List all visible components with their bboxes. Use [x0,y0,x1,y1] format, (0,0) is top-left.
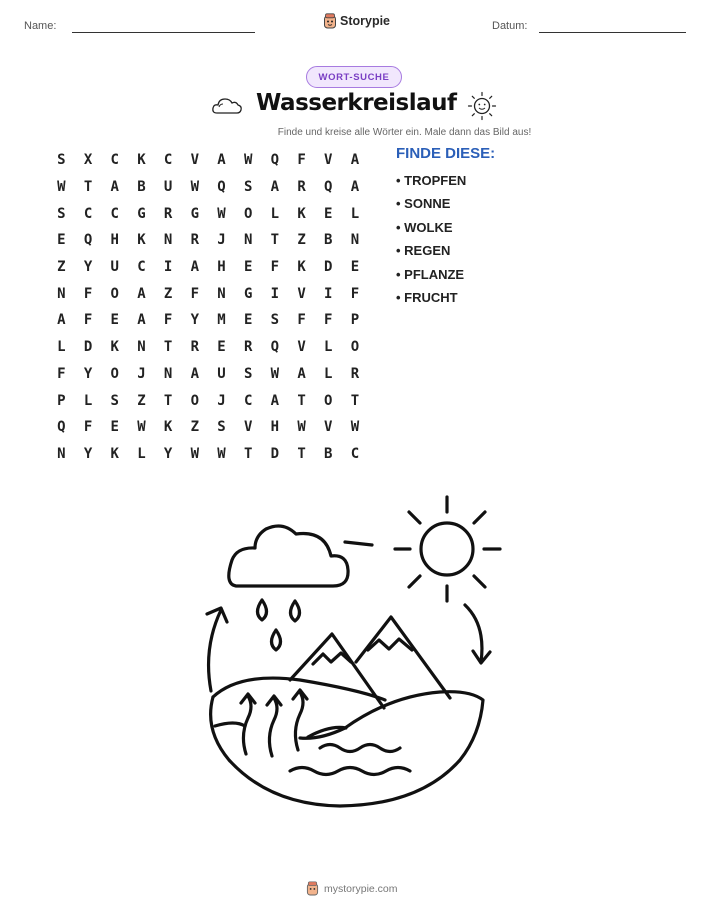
grid-cell[interactable]: I [163,259,173,276]
grid-cell[interactable]: L [324,365,333,382]
word-list-item: • FRUCHT [396,289,458,305]
grid-row [48,200,368,227]
grid-cell[interactable]: T [297,392,306,409]
grid-cell[interactable]: A [350,152,360,169]
grid-cell[interactable]: I [270,285,280,302]
word-list-heading: FINDE DIESE: [396,145,496,162]
grid-cell[interactable]: P [57,392,66,409]
grid-cell[interactable]: Q [324,179,333,196]
grid-cell[interactable]: F [163,312,173,329]
grid-cell[interactable]: B [324,232,333,249]
brand-logo [323,13,390,29]
grid-cell[interactable]: K [110,445,119,462]
grid-cell[interactable]: F [324,312,333,329]
grid-cell[interactable]: X [83,152,93,169]
grid-cell[interactable]: E [324,205,333,222]
grid-cell[interactable]: Y [163,445,173,462]
grid-cell[interactable]: O [110,285,119,302]
grid-cell[interactable]: F [83,312,93,329]
grid-cell[interactable]: L [270,205,280,222]
grid-cell[interactable]: S [57,205,66,222]
grid-cell[interactable]: R [163,205,173,222]
grid-row [48,280,368,307]
grid-cell[interactable]: C [110,152,119,169]
grid-cell[interactable]: C [83,205,93,222]
grid-cell[interactable]: S [57,152,66,169]
grid-cell[interactable]: S [110,392,119,409]
grid-cell[interactable]: C [350,445,360,462]
grid-cell[interactable]: A [110,179,119,196]
grid-cell[interactable]: A [217,152,226,169]
grid-cell[interactable]: B [324,445,333,462]
grid-cell[interactable]: H [217,259,226,276]
grid-cell[interactable]: F [83,285,93,302]
grid-row [48,227,368,254]
word-list-item: • WOLKE [396,219,453,235]
grid-cell[interactable]: A [350,179,360,196]
cloud-icon [211,95,243,117]
grid-cell[interactable]: W [217,445,226,462]
storypie-logo-icon [306,881,319,896]
grid-cell[interactable]: N [243,232,253,249]
grid-cell[interactable]: K [297,205,306,222]
grid-cell[interactable]: N [57,285,66,302]
grid-cell[interactable]: J [217,392,226,409]
grid-cell[interactable]: K [137,152,146,169]
grid-cell[interactable]: U [217,365,226,382]
grid-cell[interactable]: W [297,419,306,436]
grid-cell[interactable]: I [324,285,333,302]
grid-cell[interactable]: A [137,312,146,329]
grid-cell[interactable]: T [297,445,306,462]
grid-cell[interactable]: C [137,259,146,276]
grid-cell[interactable]: U [110,259,119,276]
grid-cell[interactable]: N [163,232,173,249]
grid-cell[interactable]: Z [190,419,199,436]
grid-cell[interactable]: E [57,232,66,249]
grid-cell[interactable]: E [110,312,119,329]
brand-name: Storypie [340,14,391,28]
grid-cell[interactable]: T [163,392,173,409]
grid-cell[interactable]: K [137,232,146,249]
grid-cell[interactable]: V [243,419,253,436]
grid-cell[interactable]: Q [270,339,280,356]
grid-cell[interactable]: F [190,285,199,302]
grid-cell[interactable]: N [57,445,66,462]
grid-cell[interactable]: A [190,365,199,382]
grid-cell[interactable]: Y [83,259,93,276]
grid-row [48,441,368,468]
grid-cell[interactable]: O [190,392,199,409]
grid-cell[interactable]: E [243,259,253,276]
grid-cell[interactable]: T [243,445,253,462]
grid-cell[interactable]: O [324,392,333,409]
grid-cell[interactable]: R [350,365,360,382]
grid-cell[interactable]: E [110,419,119,436]
grid-row [48,254,368,281]
water-cycle-illustration[interactable] [190,485,520,815]
grid-cell[interactable]: V [297,339,306,356]
grid-cell[interactable]: G [243,285,253,302]
grid-cell[interactable]: N [350,232,360,249]
illustration-sun-icon [395,497,500,601]
grid-cell[interactable]: F [57,365,66,382]
grid-cell[interactable]: D [83,339,93,356]
grid-cell[interactable]: S [217,419,226,436]
sun-icon [467,91,497,121]
word-list [396,170,466,310]
grid-cell[interactable]: K [163,419,173,436]
grid-cell[interactable]: L [137,445,146,462]
grid-cell[interactable]: T [163,339,173,356]
word-list-item: • TROPFEN [396,173,467,188]
grid-cell[interactable]: Y [190,312,199,329]
grid-cell[interactable]: W [270,365,280,382]
grid-cell[interactable]: N [137,339,146,356]
grid-cell[interactable]: F [350,285,360,302]
grid-cell[interactable]: C [243,392,253,409]
grid-cell[interactable]: F [83,419,93,436]
grid-cell[interactable]: W [57,179,66,196]
grid-row [48,334,368,361]
grid-cell[interactable]: Z [163,285,173,302]
grid-cell[interactable]: A [137,285,146,302]
word-list-item: • REGEN [396,243,451,259]
grid-cell[interactable]: A [190,259,199,276]
grid-cell[interactable]: U [163,179,173,196]
name-label: Name: [24,20,57,32]
grid-cell[interactable]: A [297,365,306,382]
footer-brand [306,881,398,896]
grid-row [48,361,368,388]
grid-row [48,414,368,441]
grid-cell[interactable]: W [217,205,226,222]
grid-cell[interactable]: L [57,339,66,356]
date-label: Datum: [492,20,528,32]
grid-cell[interactable]: T [83,179,93,196]
grid-cell[interactable]: M [217,312,226,329]
grid-cell[interactable]: Q [270,152,280,169]
grid-row [48,387,368,414]
name-line[interactable] [72,32,255,33]
grid-cell[interactable]: C [110,205,119,222]
worksheet-type-badge: WORT-SUCHE [306,66,402,88]
storypie-logo-icon [323,13,337,29]
grid-cell[interactable]: S [270,312,280,329]
grid-cell[interactable]: H [110,232,119,249]
grid-cell[interactable]: B [137,179,146,196]
grid-cell[interactable]: J [217,232,226,249]
grid-cell[interactable]: Z [57,259,66,276]
grid-cell[interactable]: W [137,419,146,436]
grid-cell[interactable]: F [270,259,280,276]
grid-cell[interactable]: E [217,339,226,356]
page-title: Wasserkreislauf [256,90,457,116]
grid-cell[interactable]: T [350,392,360,409]
grid-cell[interactable]: N [217,285,226,302]
grid-cell[interactable]: D [324,259,333,276]
grid-cell[interactable]: Y [83,365,93,382]
grid-cell[interactable]: N [163,365,173,382]
grid-row [48,147,368,174]
grid-cell[interactable]: D [270,445,280,462]
grid-cell[interactable]: G [137,205,146,222]
word-search-grid[interactable] [48,147,368,467]
footer-url[interactable]: mystorypie.com [324,882,398,895]
grid-cell[interactable]: R [297,179,306,196]
grid-cell[interactable]: S [243,365,253,382]
grid-cell[interactable]: O [243,205,253,222]
grid-cell[interactable]: R [243,339,253,356]
grid-cell[interactable]: K [297,259,306,276]
grid-cell[interactable]: W [350,419,360,436]
grid-cell[interactable]: V [190,152,199,169]
grid-cell[interactable]: A [270,179,280,196]
grid-cell[interactable]: R [190,232,199,249]
grid-cell[interactable]: Q [217,179,226,196]
instructions: Finde und kreise alle Wörter ein. Male dann das Bild aus! [277,127,532,138]
grid-cell[interactable]: F [297,312,306,329]
grid-cell[interactable]: L [324,339,333,356]
grid-cell[interactable]: Z [297,232,306,249]
grid-cell[interactable]: Q [57,419,66,436]
grid-cell[interactable]: Y [83,445,93,462]
grid-cell[interactable]: W [190,179,199,196]
illustration-cloud-icon [229,526,348,586]
grid-cell[interactable]: V [297,285,306,302]
grid-cell[interactable]: Z [137,392,146,409]
word-list-item: • SONNE [396,196,451,212]
grid-cell[interactable]: E [243,312,253,329]
grid-row [48,307,368,334]
grid-cell[interactable]: S [243,179,253,196]
grid-cell[interactable]: E [350,259,360,276]
grid-cell[interactable]: V [324,419,333,436]
grid-row [48,174,368,201]
grid-cell[interactable]: P [350,312,360,329]
grid-cell[interactable]: H [270,419,280,436]
grid-cell[interactable]: O [110,365,119,382]
grid-cell[interactable]: G [190,205,199,222]
grid-cell[interactable]: F [297,152,306,169]
grid-cell[interactable]: J [137,365,146,382]
grid-cell[interactable]: A [57,312,66,329]
grid-cell[interactable]: T [270,232,280,249]
grid-cell[interactable]: L [83,392,93,409]
grid-cell[interactable]: O [350,339,360,356]
grid-cell[interactable]: R [190,339,199,356]
grid-cell[interactable]: K [110,339,119,356]
date-line[interactable] [539,32,686,33]
grid-cell[interactable]: A [270,392,280,409]
grid-cell[interactable]: W [243,152,253,169]
grid-cell[interactable]: W [190,445,199,462]
grid-cell[interactable]: V [324,152,333,169]
grid-cell[interactable]: L [350,205,360,222]
grid-cell[interactable]: C [163,152,173,169]
word-list-item: • PFLANZE [396,266,465,282]
grid-cell[interactable]: Q [83,232,93,249]
